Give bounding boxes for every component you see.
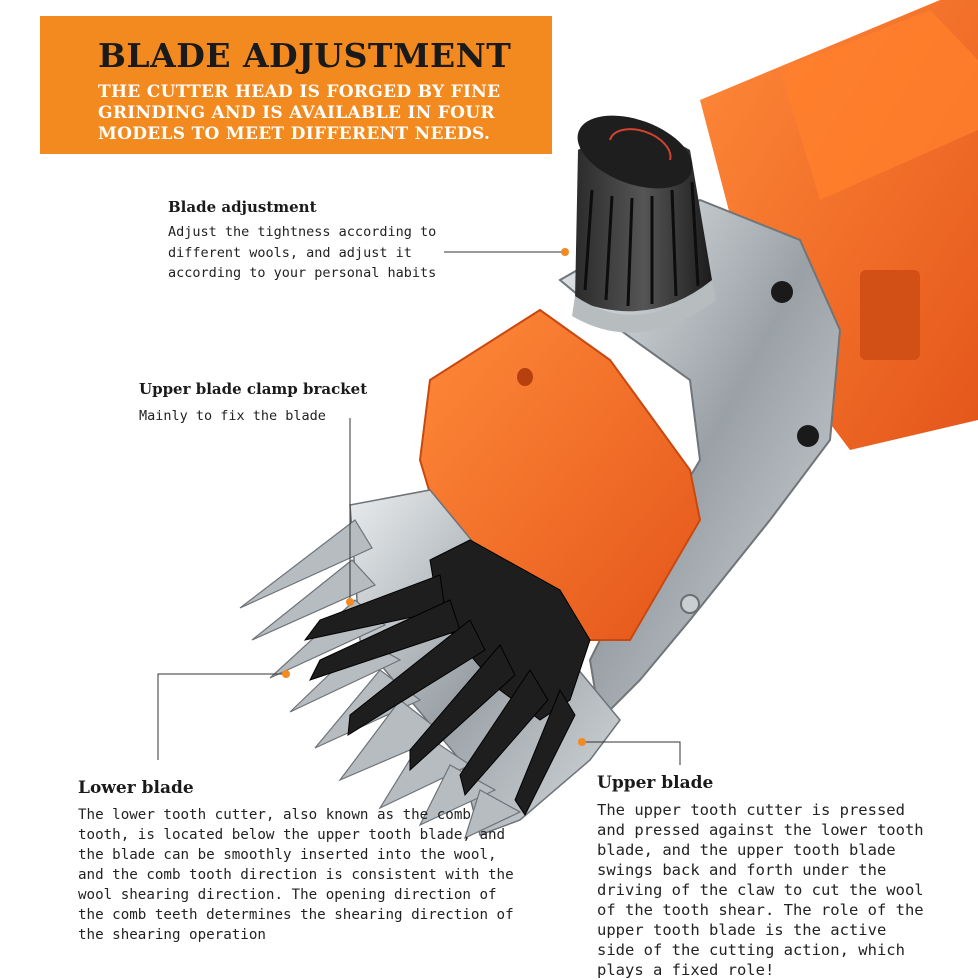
- adjustment-knob: [568, 101, 716, 332]
- callout-text-upper-blade: The upper tooth cutter is pressed and pressed against the lower tooth blade, and the upper tooth blade swings back and forth under the driving of the claw to cut the wool of the tooth shear. The role of the upper tooth blade is the active side of the cutting action, which plays a fixed role!: [597, 801, 924, 979]
- callout-title-blade-adjustment: Blade adjustment: [168, 198, 317, 216]
- callout-title-lower-blade: Lower blade: [78, 778, 194, 798]
- banner-subtitle: THE CUTTER HEAD IS FORGED BY FINE GRINDING AND IS AVAILABLE IN FOUR MODELS TO MEET DIFFERENT NEEDS.: [98, 82, 501, 144]
- banner-title: BLADE ADJUSTMENT: [98, 36, 512, 75]
- callout-text-lower-blade: The lower tooth cutter, also known as the comb tooth, is located below the upper tooth blade, and the blade can be smoothly inserted into the wool, and the comb tooth direction is consistent with the wool shearing direction. The opening direction of the comb teeth determines the shearing direction of the shearing operation: [78, 807, 514, 943]
- callout-title-clamp-bracket: Upper blade clamp bracket: [139, 380, 368, 398]
- callout-text-clamp-bracket: Mainly to fix the blade: [139, 408, 326, 424]
- title-banner: [40, 16, 552, 154]
- callout-text-blade-adjustment: Adjust the tightness according to different wools, and adjust it according to your personal habits: [168, 224, 437, 281]
- callout-title-upper-blade: Upper blade: [597, 773, 714, 793]
